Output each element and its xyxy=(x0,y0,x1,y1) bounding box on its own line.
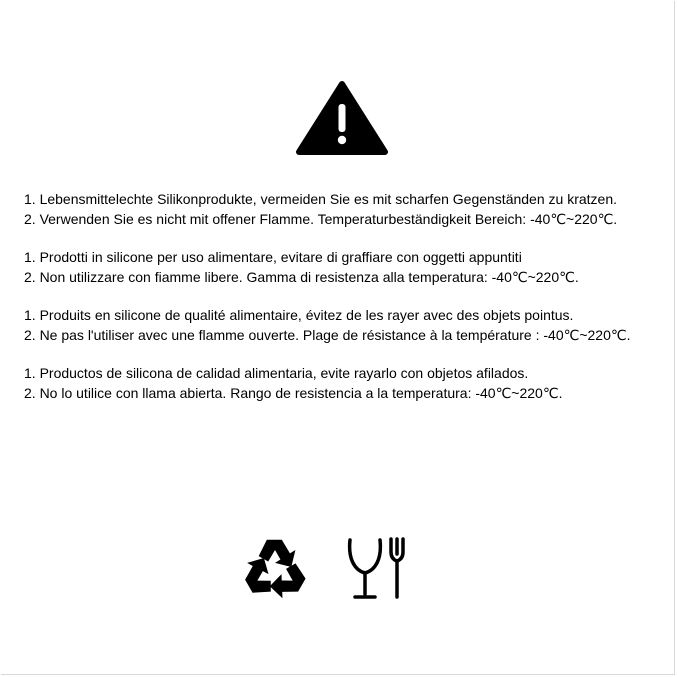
text-line: 2. Verwenden Sie es nicht mit offener Flamme. Temperaturbeständigkeit Bereich: -40℃~220℃. xyxy=(24,211,618,227)
text-line: 1. Productos de silicona de calidad alimentaria, evite rayarlo con objetos afilados. xyxy=(24,365,529,381)
text-line: 2. Non utilizzare con fiamme libere. Gamma di resistenza alla temperatura: -40℃~220℃. xyxy=(24,269,579,285)
paragraph-spanish xyxy=(24,363,660,403)
text-line: 1. Prodotti in silicone per uso alimentare, evitare di graffiare con oggetti appuntiti xyxy=(24,249,522,265)
paragraph-french xyxy=(24,305,660,345)
text-line: 1. Lebensmittelechte Silikonprodukte, vermeiden Sie es mit scharfen Gegenständen zu kratzen. xyxy=(24,191,617,207)
instructions-text xyxy=(24,189,660,403)
recycle-icon xyxy=(239,533,311,601)
paragraph-italian xyxy=(24,247,660,287)
warning-triangle-icon xyxy=(296,80,388,156)
text-line: 1. Produits en silicone de qualité alimentaire, évitez de les rayer avec des objets pointus. xyxy=(24,307,574,323)
paragraph-german xyxy=(24,189,660,229)
food-safe-glass-fork-icon xyxy=(346,534,414,602)
text-line: 2. No lo utilice con llama abierta. Rango de resistencia a la temperatura: -40℃~220℃. xyxy=(24,385,563,401)
text-line: 2. Ne pas l'utiliser avec une flamme ouverte. Plage de résistance à la température : -40℃~220℃. xyxy=(24,327,631,343)
